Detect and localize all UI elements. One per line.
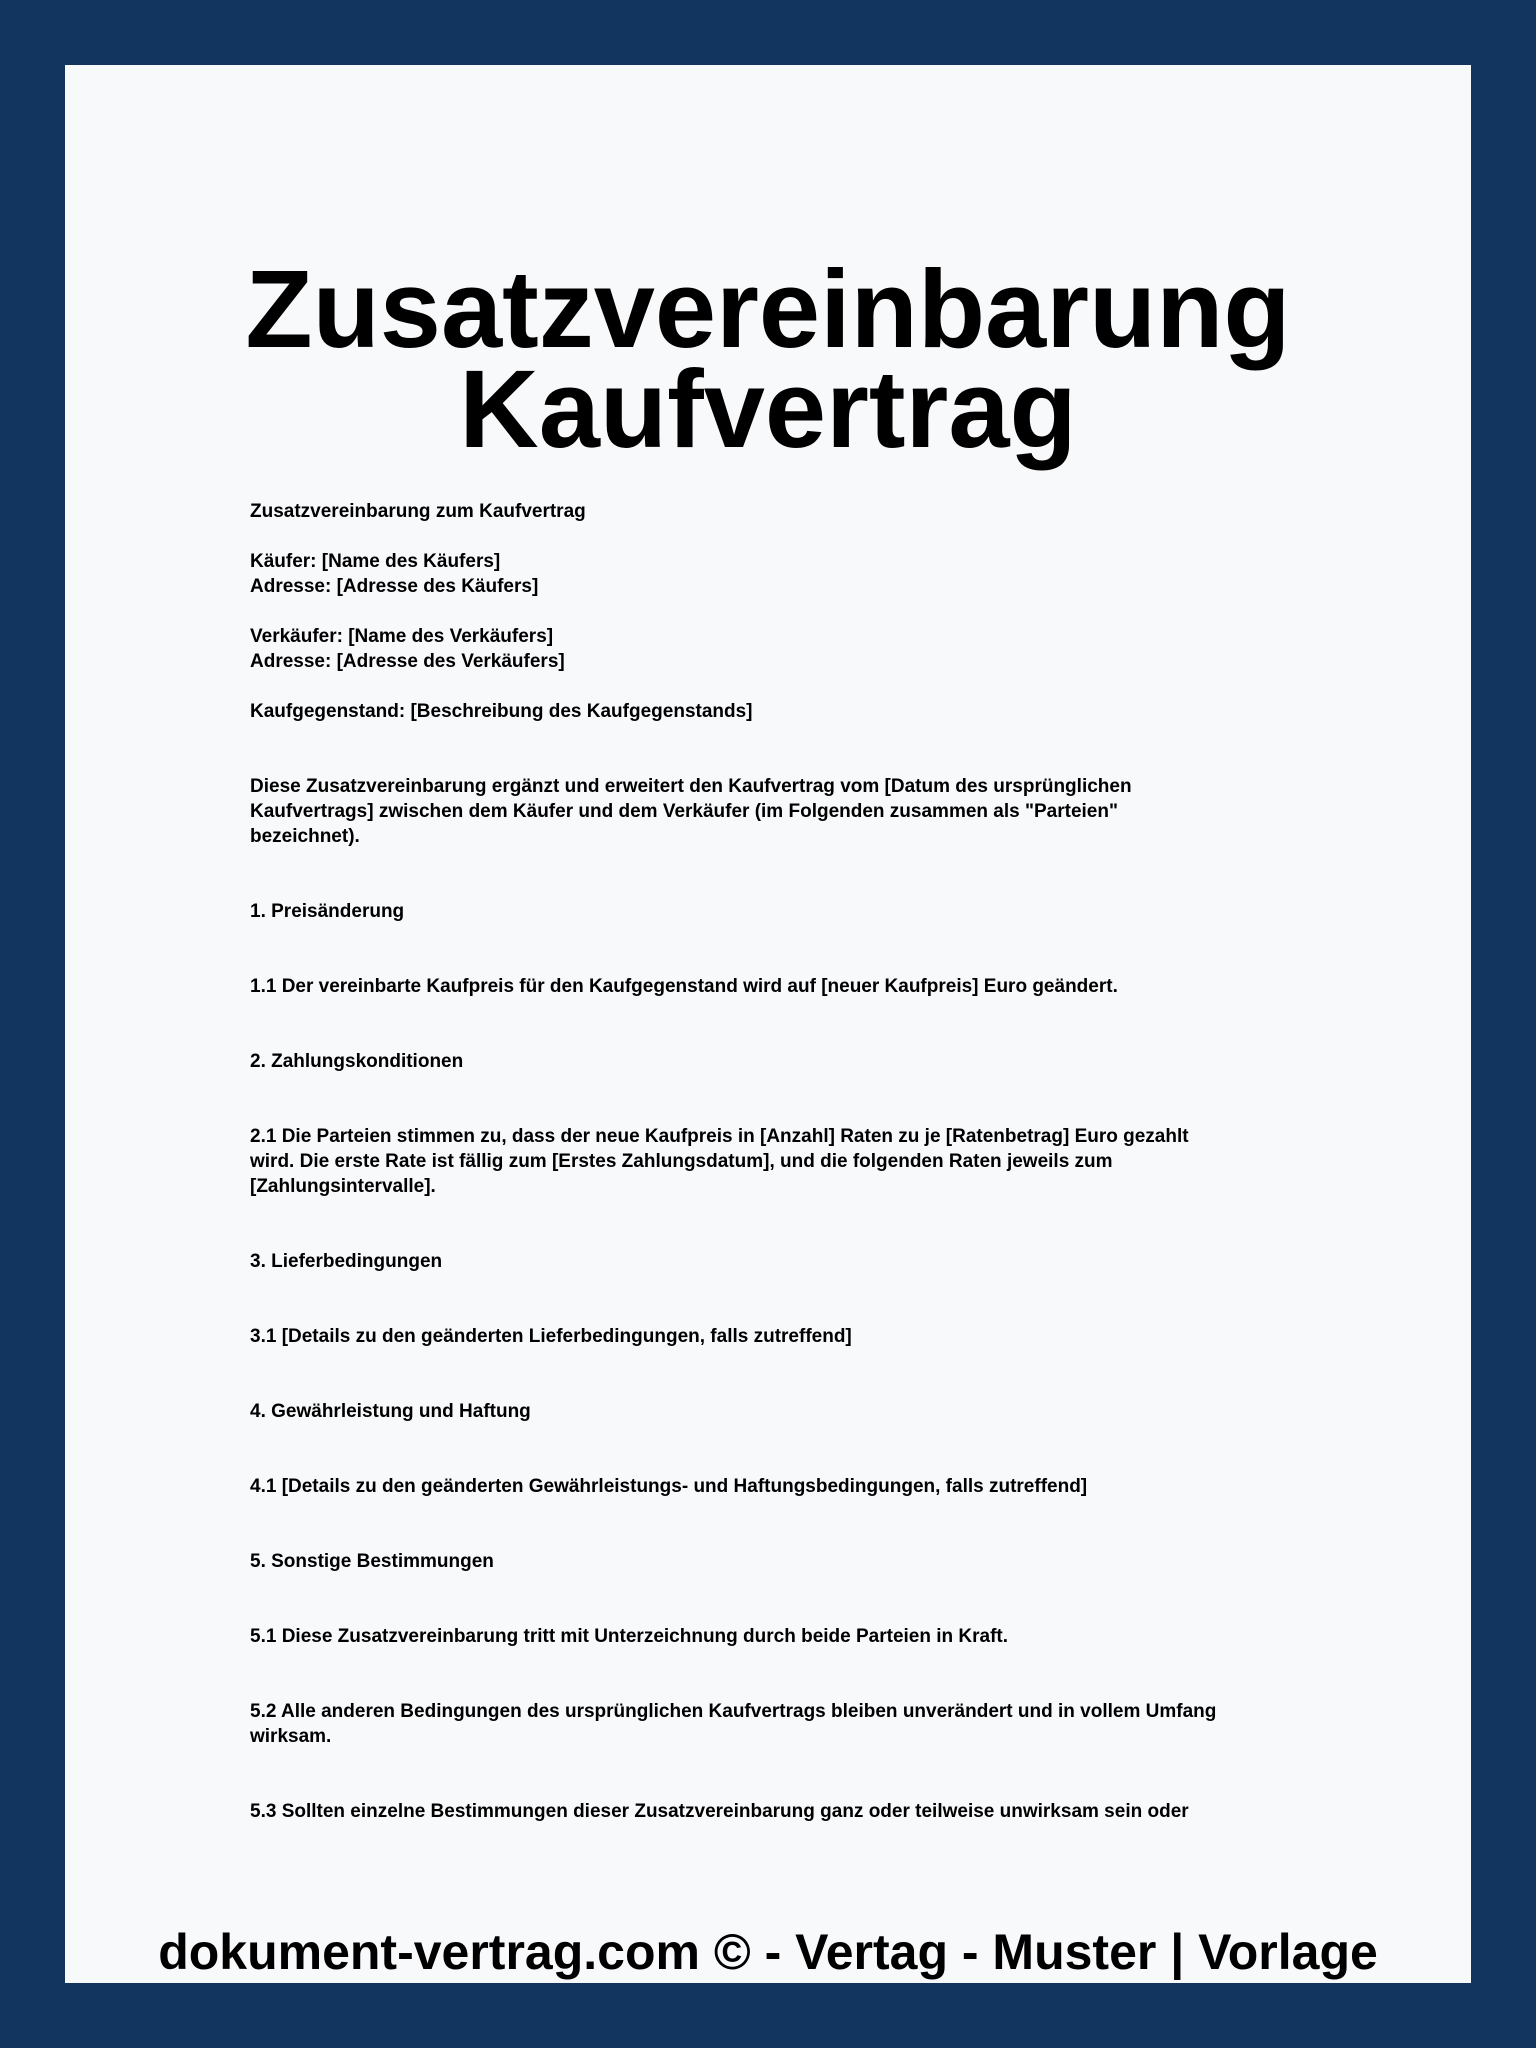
clause-line: [Zahlungsintervalle]. [250, 1176, 436, 1197]
section-5-heading: 5. Sonstige Bestimmungen [250, 1551, 494, 1572]
footer-watermark: dokument-vertrag.com © - Vertag - Muster | Vorlage [158, 1924, 1378, 1980]
clause-5-1: 5.1 Diese Zusatzvereinbarung tritt mit Unterzeichnung durch beide Parteien in Kraft. [250, 1626, 1009, 1647]
agreement-heading: Zusatzvereinbarung zum Kaufvertrag [250, 501, 586, 522]
section-4-heading: 4. Gewährleistung und Haftung [250, 1401, 531, 1422]
section-2-heading: 2. Zahlungskonditionen [250, 1051, 464, 1072]
intro-line: bezeichnet). [250, 826, 360, 847]
clause-5-2 [250, 1699, 1350, 1749]
intro-line: Kaufvertrags] zwischen dem Käufer und dem Verkäufer (im Folgenden zusammen als "Parteien" [250, 801, 1118, 822]
clause-5-3: 5.3 Sollten einzelne Bestimmungen dieser Zusatzvereinbarung ganz oder teilweise unwirksam sein oder [250, 1801, 1189, 1822]
clause-line: wirksam. [250, 1726, 332, 1747]
clause-line: 5.2 Alle anderen Bedingungen des ursprünglichen Kaufvertrags bleiben unverändert und in vollem Umfang [250, 1701, 1217, 1722]
buyer-name: Käufer: [Name des Käufers] [250, 551, 501, 572]
clause-line: wird. Die erste Rate ist fällig zum [Erstes Zahlungsdatum], und die folgenden Raten jeweils zum [250, 1151, 1113, 1172]
clause-2-1 [250, 1124, 1350, 1199]
section-1-heading: 1. Preisänderung [250, 901, 405, 922]
title-line-1: Zusatzvereinbarung [245, 248, 1291, 371]
document-title [65, 248, 1471, 471]
document-page [65, 65, 1471, 1983]
intro-line: Diese Zusatzvereinbarung ergänzt und erweitert den Kaufvertrag vom [Datum des ursprünglichen [250, 776, 1132, 797]
purchase-subject: Kaufgegenstand: [Beschreibung des Kaufgegenstands] [250, 701, 753, 722]
section-3-heading: 3. Lieferbedingungen [250, 1251, 443, 1272]
clause-3-1: 3.1 [Details zu den geänderten Lieferbedingungen, falls zutreffend] [250, 1326, 852, 1347]
buyer-address: Adresse: [Adresse des Käufers] [250, 576, 539, 597]
clause-1-1: 1.1 Der vereinbarte Kaufpreis für den Kaufgegenstand wird auf [neuer Kaufpreis] Euro geändert. [250, 976, 1118, 997]
title-line-2: Kaufvertrag [459, 348, 1077, 471]
intro-paragraph [250, 774, 1350, 849]
document-body [250, 499, 1350, 1824]
clause-4-1: 4.1 [Details zu den geänderten Gewährleistungs- und Haftungsbedingungen, falls zutreffend] [250, 1476, 1088, 1497]
clause-line: 2.1 Die Parteien stimmen zu, dass der neue Kaufpreis in [Anzahl] Raten zu je [Ratenbetrag] Euro gezahlt [250, 1126, 1189, 1147]
seller-name: Verkäufer: [Name des Verkäufers] [250, 626, 554, 647]
seller-address: Adresse: [Adresse des Verkäufers] [250, 651, 565, 672]
